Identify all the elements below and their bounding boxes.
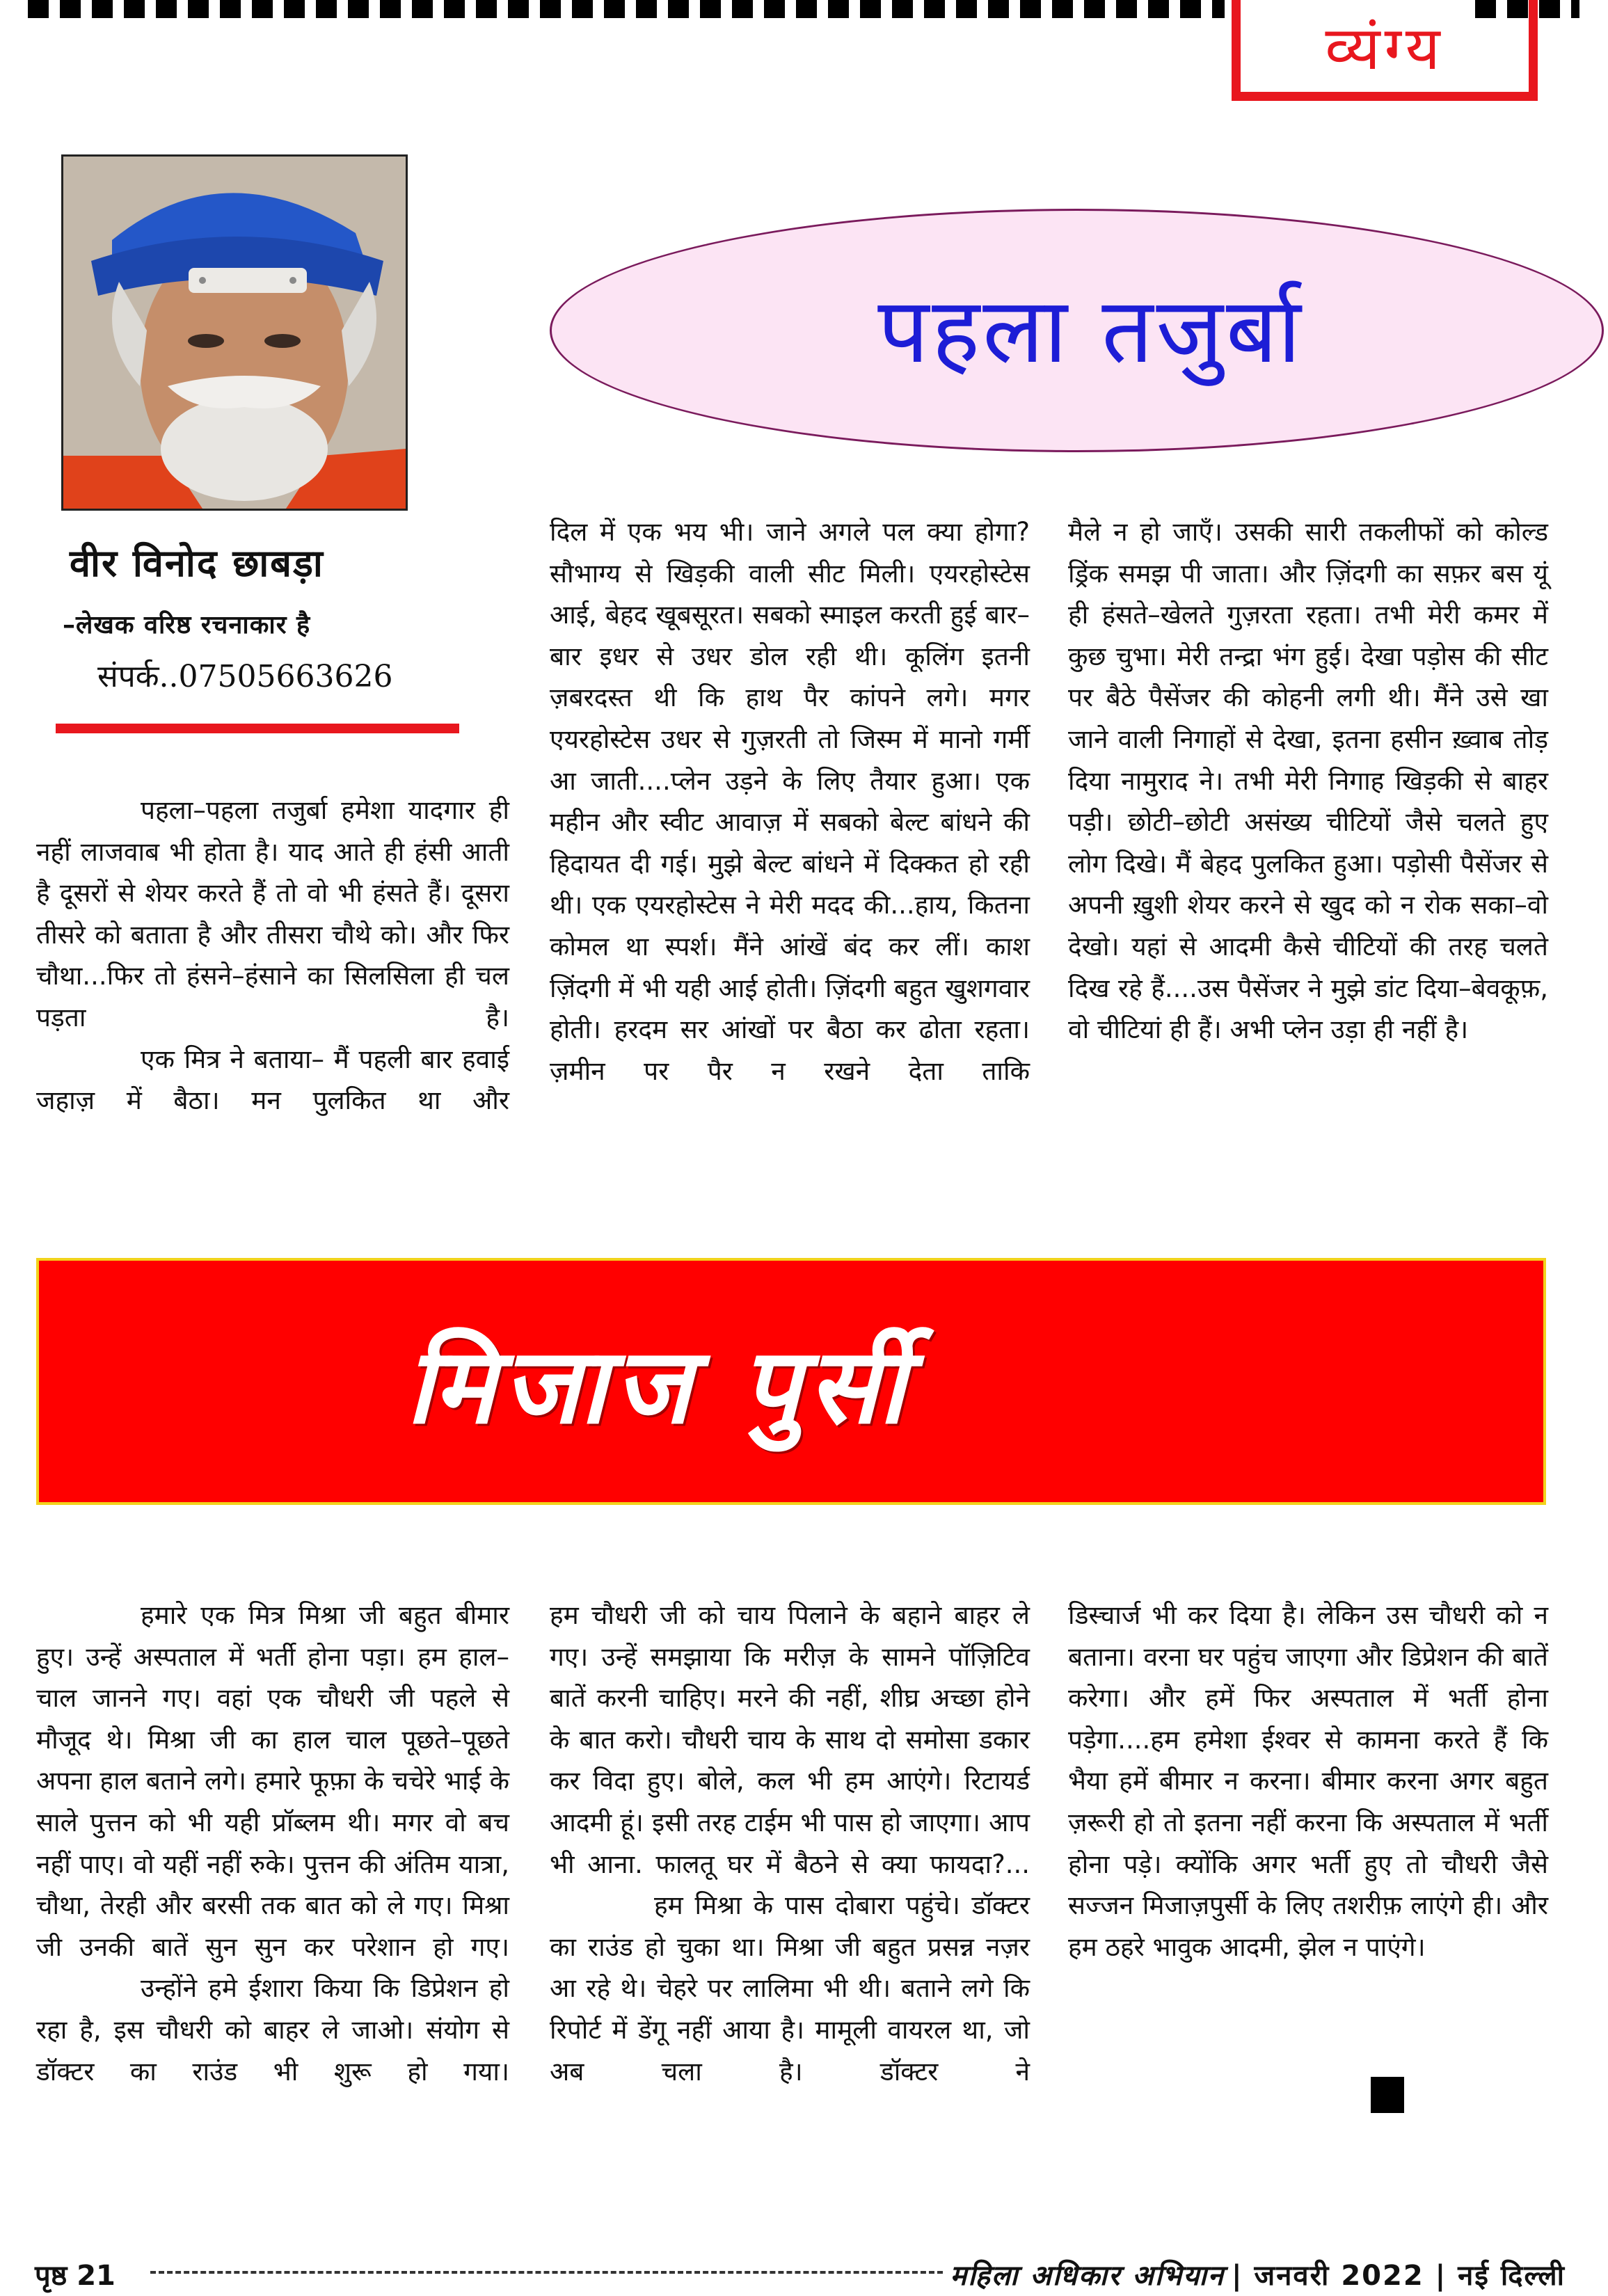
page-footer: [35, 2253, 1566, 2295]
paragraph: डिस्चार्ज भी कर दिया है। लेकिन उस चौधरी को न बताना। वरना घर पहुंच जाएगा और डिप्रेशन की बातें करेगा। और हमें फिर अस्पताल में भर्ती होना पड़ेगा....हम हमेशा ईश्वर से कामना करते हैं कि भैया हमें बीमार न करना। बीमार करना अगर बहुत ज़रूरी हो तो इतना नहीं करना कि अस्पताल में भर्ती होना पड़े। क्योंकि अगर भर्ती हुए तो चौधरी जैसे सज्जन मिजाज़पुर्सी के लिए तशरीफ़ लाएंगे ही। और हम ठहरे भावुक आदमी, झेल न पाएंगे।: [1068, 1600, 1548, 1962]
author-contact: संपर्क..07505663626: [97, 659, 393, 694]
paragraph: मैले न हो जाएँ। उसकी सारी तकलीफों को कोल्ड ड्रिंक समझ पी जाता। और ज़िंदगी का सफ़र बस यूं ही हंसते–खेलते गुज़रता रहता। तभी मेरी कमर में कुछ चुभा। मेरी तन्द्रा भंग हुई। देखा पड़ोस की सीट पर बैठे पैसेंजर की कोहनी लगी थी। मैंने उसे खा जाने वाली निगाहों से देखा, इतना हसीन ख़्वाब तोड़ दिया नामुराद ने। तभी मेरी निगाह खिड़की से बाहर पड़ी। छोटी–छोटी असंख्य चीटियों जैसे चलते हुए लोग दिखे। मैं बेहद पुलकित हुआ। पड़ोसी पैसेंजर से अपनी ख़ुशी शेयर करने से खुद को न रोक सका–वो देखो। यहां से आदमी कैसे चीटियों की तरह चलते दिख रहे हैं....उस पैसेंजर ने मुझे डांट दिया–बेवकूफ़, वो चीटियां ही हैं। अभी प्लेन उड़ा ही नहीं है।: [1068, 517, 1548, 1045]
paragraph: उन्होंने हमे ईशारा किया कि डिप्रेशन हो रहा है, इस चौधरी को बाहर ले जाओ। संयोग से डॉक्टर का राउंड भी शुरू हो गया।: [36, 1973, 509, 2087]
author-photo: [61, 154, 408, 511]
publication-name: महिला अधिकार अभियान: [950, 2259, 1225, 2292]
article2-column-1: [36, 1595, 509, 2092]
article2-column-2: [550, 1595, 1030, 2092]
author-name: वीर विनोद छाबड़ा: [70, 541, 324, 585]
category-label: व्यंग्य: [1232, 0, 1538, 101]
article1-column-2: [550, 511, 1030, 1092]
article2-title: मिजाज पुर्सी: [406, 1325, 912, 1447]
article1-column-3: [1068, 511, 1548, 1051]
paragraph: दिल में एक भय भी। जाने अगले पल क्या होगा? सौभाग्य से खिड़की वाली सीट मिली। एयरहोस्टेस आई, बेहद खूबसूरत। सबको स्माइल करती हुई बार–बार इधर से उधर डोल रही थी। कूलिंग इतनी ज़बरदस्त थी कि हाथ पैर कांपने लगे। मगर एयरहोस्टेस उधर से गुज़रती तो जिस्म में मानो गर्मी आ जाती....प्लेन उड़ने के लिए तैयार हुआ। एक महीन और स्वीट आवाज़ में सबको बेल्ट बांधने की हिदायत दी गई। मुझे बेल्ट बांधने में दिक्कत हो रही थी। एक एयरहोस्टेस ने मेरी मदद की...हाय, कितना कोमल था स्पर्श। मैंने आंखें बंद कर लीं। काश ज़िंदगी में भी यही आई होती। ज़िंदगी बहुत खुशगवार होती। हरदम सर आंखों पर बैठा कर ढोता रहता। ज़मीन पर पैर न रखने देता ताकि: [550, 517, 1030, 1086]
paragraph: हम चौधरी जी को चाय पिलाने के बहाने बाहर ले गए। उन्हें समझाया कि मरीज़ के सामने पॉज़िटिव बातें करनी चाहिए। मरने की नहीं, शीघ्र अच्छा होने के बात करो। चौधरी चाय के साथ दो समोसा डकार कर विदा हुए। बोले, कल भी हम आएंगे। रिटायर्ड आदमी हूं। इसी तरह टाईम भी पास हो जाएगा। आप भी आना. फालतू घर में बैठने से क्या फायदा?...: [550, 1600, 1030, 1879]
footer-dash-rule: [150, 2271, 944, 2277]
end-of-article-mark: [1371, 2077, 1404, 2113]
paragraph: हम मिश्रा के पास दोबारा पहुंचे। डॉक्टर का राउंड हो चुका था। मिश्रा जी बहुत प्रसन्न नज़र आ रहे थे। चेहरे पर लालिमा भी थी। बताने लगे कि रिपोर्ट में डेंगू नहीं आया है। मामूली वायरल था, जो अब चला है। डॉक्टर ने: [550, 1890, 1030, 2087]
top-dash-rule: [28, 0, 1225, 18]
paragraph: हमारे एक मित्र मिश्रा जी बहुत बीमार हुए। उन्हें अस्पताल में भर्ती होना पड़ा। हम हाल–चाल जानने गए। वहां एक चौधरी जी पहले से मौजूद थे। मिश्रा जी का हाल चाल पूछते–पूछते अपना हाल बताने लगे। हमारे फूफ़ा के चचेरे भाई के साले पुत्तन को भी यही प्रॉब्लम थी। मगर वो बच नहीं पाए। वो यहीं नहीं रुके। पुत्तन की अंतिम यात्रा, चौथा, तेरही और बरसी तक बात को ले गए। मिश्रा जी उनकी बातें सुन सुन कर परेशान हो गए।: [36, 1600, 509, 1962]
article2-column-3: [1068, 1595, 1548, 1968]
issue-info: | जनवरी 2022 | नई दिल्ली: [1232, 2259, 1566, 2292]
paragraph: एक मित्र ने बताया– मैं पहली बार हवाई जहाज़ में बैठा। मन पुलकित था और: [36, 1044, 509, 1116]
author-divider: [56, 724, 459, 733]
article2-title-banner: [36, 1258, 1546, 1505]
author-role: –लेखक वरिष्ठ रचनाकार है: [63, 611, 311, 639]
article-title: पहला तजुर्बा: [877, 277, 1304, 383]
article1-column-1: [36, 790, 509, 1122]
article-title-ellipse: [550, 209, 1604, 452]
paragraph: पहला–पहला तजुर्बा हमेशा यादगार ही नहीं लाजवाब भी होता है। याद आते ही हंसी आती है दूसरों से शेयर करते हैं तो वो भी हंसते हैं। दूसरा तीसरे को बताता है और तीसरा चौथे को। और फिर चौथा...फिर तो हंसने–हंसाने का सिलसिला ही चल पड़ता है।: [36, 795, 509, 1033]
page-number: पृष्ठ 21: [35, 2259, 116, 2292]
